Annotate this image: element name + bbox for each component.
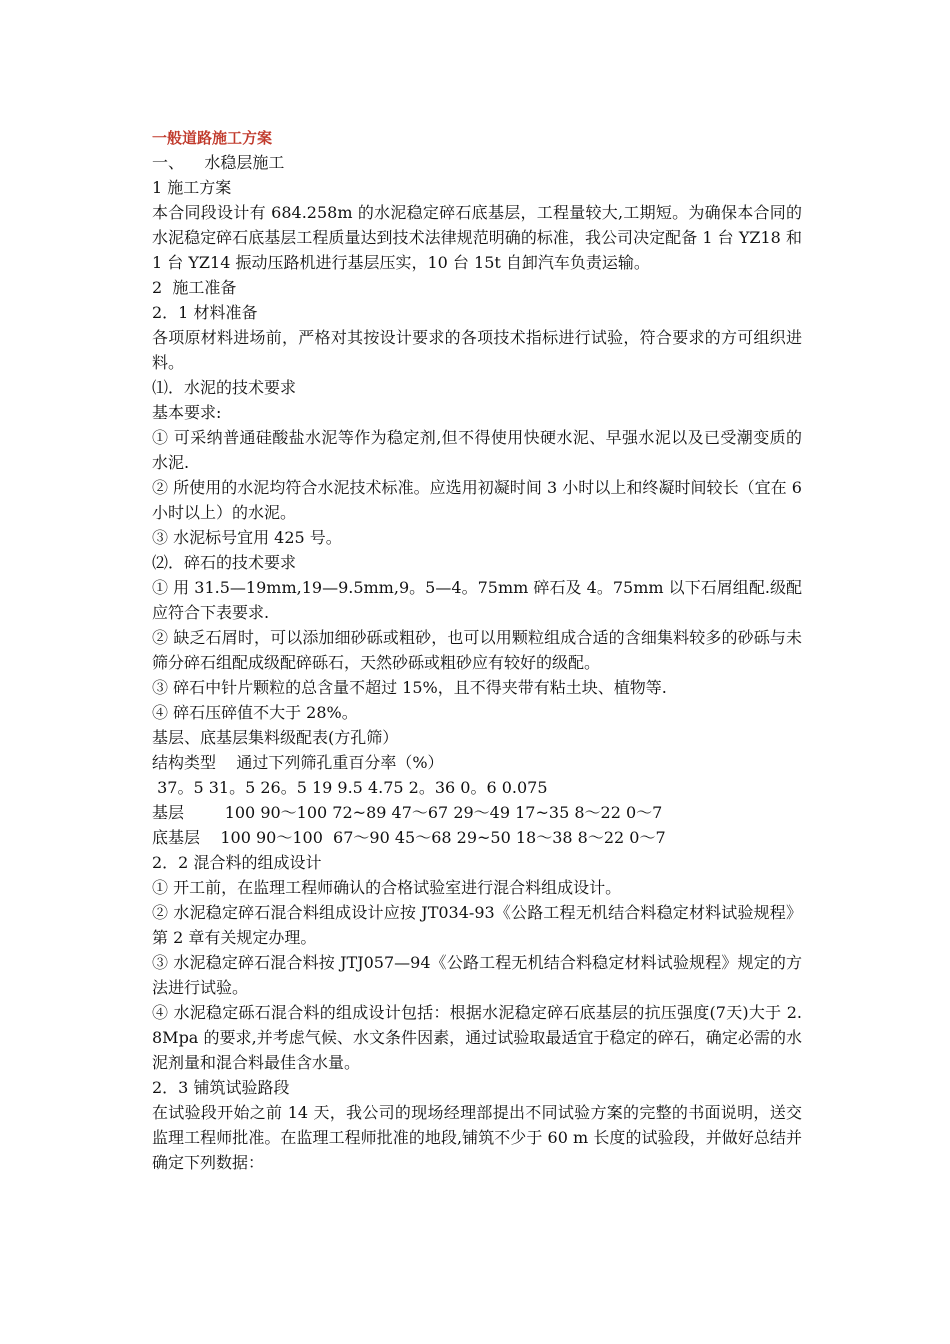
body-paragraph: ② 水泥稳定碎石混合料组成设计应按 JT034-93《公路工程无机结合料稳定材料试验规程》第 2 章有关规定办理。 bbox=[152, 903, 802, 947]
body-line: ④ 碎石压碎值不大于 28%。 bbox=[152, 703, 358, 722]
body-line: ③ 碎石中针片颗粒的总含量不超过 15%，且不得夹带有粘土块、植物等. bbox=[152, 678, 667, 697]
body-line: ⑴．水泥的技术要求 bbox=[152, 378, 297, 397]
body-paragraph: 各项原材料进场前，严格对其按设计要求的各项技术指标进行试验，符合要求的方可组织进料。 bbox=[152, 328, 802, 372]
body-paragraph: ① 用 31.5—19mm,19—9.5mm,9。5—4。75mm 碎石及 4。75mm 以下石屑组配.级配应符合下表要求. bbox=[152, 578, 802, 622]
body-line: 1 施工方案 bbox=[152, 178, 232, 197]
body-line: 2．1 材料准备 bbox=[152, 303, 258, 322]
body-paragraph: ② 所使用的水泥均符合水泥技术标准。应选用初凝时间 3 小时以上和终凝时间较长（宜在 6 小时以上）的水泥。 bbox=[152, 478, 802, 522]
body-line: 37。5 31。5 26。5 19 9.5 4.75 2。36 0。6 0.075 bbox=[152, 778, 548, 797]
body-paragraph: 在试验段开始之前 14 天，我公司的现场经理部提出不同试验方案的完整的书面说明，送交监理工程师批准。在监理工程师批准的地段,铺筑不少于 60 m 长度的试验段，并做好总结并确定下列数据： bbox=[152, 1103, 802, 1172]
body-line: ⑵．碎石的技术要求 bbox=[152, 553, 297, 572]
body-paragraph: 本合同段设计有 684.258m 的水泥稳定碎石底基层，工程量较大,工期短。为确保本合同的水泥稳定碎石底基层工程质量达到技术法律规范明确的标准，我公司决定配备 1 台 YZ18 和 1 台 YZ14 振动压路机进行基层压实，10 台 15t 自卸汽车负责运输。 bbox=[152, 203, 802, 272]
document-title: 一般道路施工方案 bbox=[152, 129, 273, 147]
body-line: 基本要求: bbox=[152, 403, 222, 422]
body-line: ① 开工前，在监理工程师确认的合格试验室进行混合料组成设计。 bbox=[152, 878, 622, 897]
body-paragraph: ② 缺乏石屑时，可以添加细砂砾或粗砂，也可以用颗粒组成合适的含细集料较多的砂砾与未筛分碎石组配成级配碎砾石，天然砂砾或粗砂应有较好的级配。 bbox=[152, 628, 802, 672]
body-line: ③ 水泥标号宜用 425 号。 bbox=[152, 528, 342, 547]
document-body bbox=[152, 150, 802, 1175]
body-line: 结构类型 通过下列筛孔重百分率（%） bbox=[152, 753, 444, 772]
body-line: 一、 水稳层施工 bbox=[152, 153, 285, 172]
body-line: 2 施工准备 bbox=[152, 278, 237, 297]
body-line: 基层 100 90～100 72~89 47～67 29～49 17~35 8～22 0～7 bbox=[152, 803, 663, 822]
body-line: 2．2 混合料的组成设计 bbox=[152, 853, 322, 872]
body-paragraph: ③ 水泥稳定碎石混合料按 JTJ057—94《公路工程无机结合料稳定材料试验规程》规定的方法进行试验。 bbox=[152, 953, 802, 997]
body-paragraph: ① 可采纳普通硅酸盐水泥等作为稳定剂,但不得使用快硬水泥、早强水泥以及已受潮变质的水泥. bbox=[152, 428, 802, 472]
body-paragraph: ④ 水泥稳定砾石混合料的组成设计包括：根据水泥稳定碎石底基层的抗压强度(7天)大于 2.8Mpa 的要求,并考虑气候、水文条件因素，通过试验取最适宜于稳定的碎石，确定必需的水泥剂量和混合料最佳含水量。 bbox=[152, 1003, 802, 1072]
body-line: 2．3 铺筑试验路段 bbox=[152, 1078, 290, 1097]
body-line: 基层、底基层集料级配表(方孔筛） bbox=[152, 728, 399, 747]
document-page bbox=[152, 126, 802, 1175]
body-line: 底基层 100 90～100 67～90 45～68 29~50 18～38 8～22 0～7 bbox=[152, 828, 666, 847]
